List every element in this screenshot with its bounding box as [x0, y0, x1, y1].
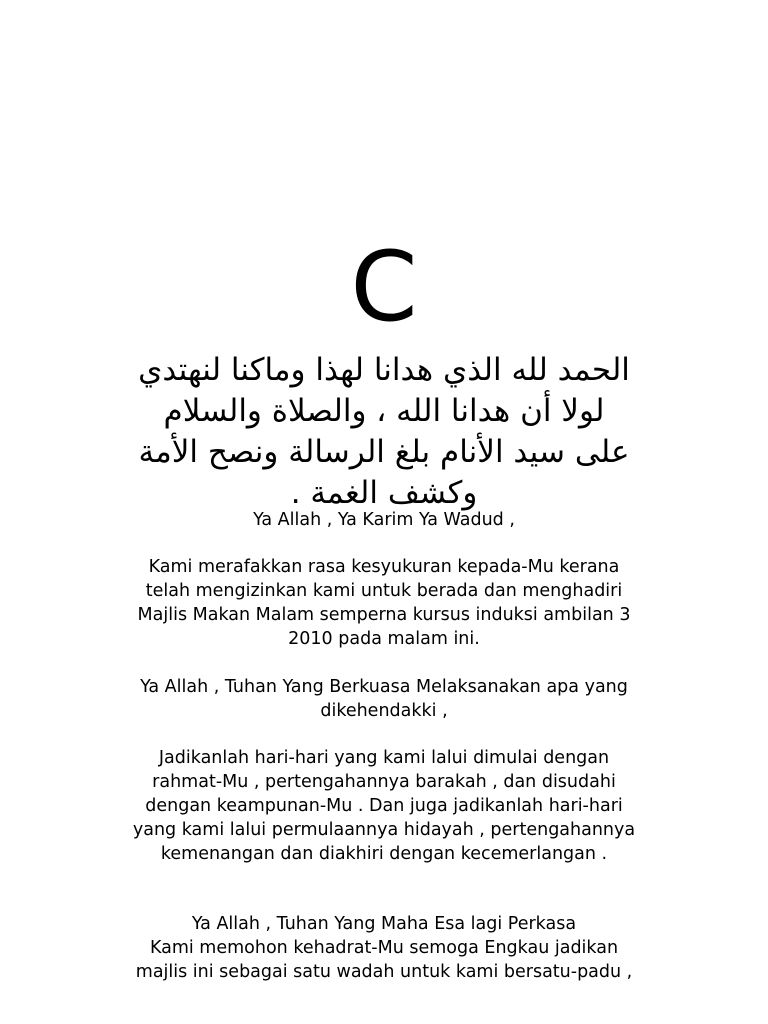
arabic-line: على سيد الأنام بلغ الرسالة ونصح الأمة	[138, 434, 630, 470]
text-line: majlis ini sebagai satu wadah untuk kami bersatu-padu ,	[135, 962, 633, 982]
text-line: Kami memohon kehadrat-Mu semoga Engkau jadikan	[149, 938, 619, 958]
greeting-paragraph	[84, 508, 684, 532]
text-line: dengan keampunan-Mu . Dan juga jadikanlah hari-hari	[145, 796, 623, 816]
arabic-line: وكشف الغمة .	[290, 475, 478, 511]
text-line: Ya Allah , Tuhan Yang Berkuasa Melaksanakan apa yang	[140, 677, 628, 697]
text-line: telah mengizinkan kami untuk berada dan menghadiri	[145, 581, 623, 601]
text-line: Ya Allah , Tuhan Yang Maha Esa lagi Perkasa	[191, 914, 577, 934]
almighty-paragraph	[84, 675, 684, 723]
text-line: Majlis Makan Malam semperna kursus induksi ambilan 3	[137, 605, 631, 625]
drop-cap-letter: C	[350, 231, 418, 343]
arabic-line: لولا أن هدانا الله ، والصلاة والسلام	[163, 393, 605, 429]
arabic-opening-prayer	[100, 350, 668, 514]
text-line: rahmat-Mu , pertengahannya barakah , dan disudahi	[152, 772, 616, 792]
text-line: 2010 pada malam ini.	[288, 629, 480, 649]
plea-paragraph	[84, 912, 684, 984]
text-line: Jadikanlah hari-hari yang kami lalui dimulai dengan	[158, 748, 610, 768]
gratitude-paragraph	[84, 555, 684, 651]
text-line: Ya Allah , Ya Karim Ya Wadud ,	[253, 510, 515, 530]
text-line: yang kami lalui permulaannya hidayah , pertengahannya	[132, 820, 636, 840]
text-line: kemenangan dan diakhiri dengan kecemerlangan .	[160, 844, 608, 864]
arabic-line: الحمد لله الذي هدانا لهذا وماكنا لنهتدي	[138, 352, 630, 388]
text-line: Kami merafakkan rasa kesyukuran kepada-Mu kerana	[148, 557, 620, 577]
prayer-paragraph	[84, 746, 684, 866]
text-line: dikehendakki ,	[320, 701, 448, 721]
